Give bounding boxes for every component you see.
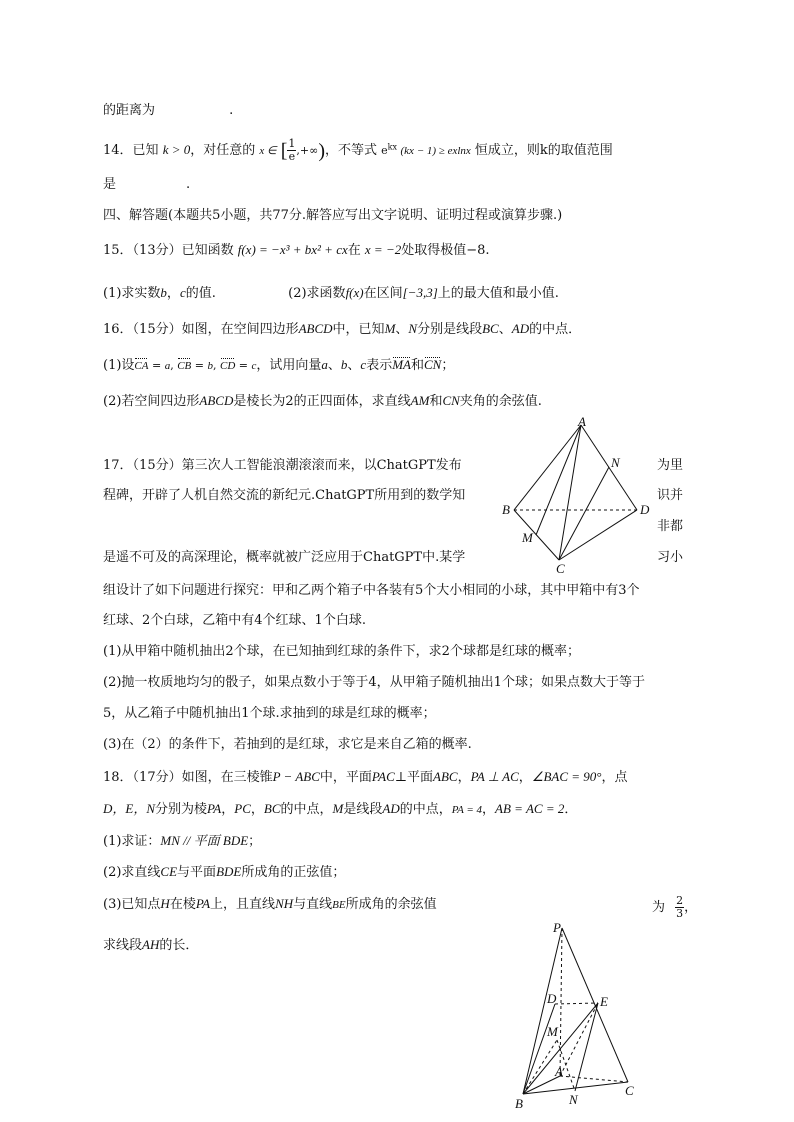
q14-frac-den: e	[288, 150, 296, 163]
q14-line2-text: 是	[103, 177, 117, 192]
q17-line4	[103, 549, 465, 567]
label-c: C	[625, 1083, 634, 1098]
q18-abc: ABC	[433, 769, 458, 784]
q14-tail: 恒成立，则k的取值范围	[474, 143, 613, 158]
q18-p3g: 求线段	[103, 938, 143, 953]
q18-ad: AD	[382, 801, 400, 816]
q17-part3: (3)在（2）的条件下，若抽到的是红球，求它是来自乙箱的概率.	[103, 737, 472, 752]
q16-vec-ca: CA	[134, 357, 148, 375]
q14-inequality	[381, 144, 471, 157]
q14-right-paren: )	[318, 140, 325, 162]
label-a: A	[578, 415, 586, 429]
q17-part1: (1)从甲箱中随机抽出2个球，在已知抽到红球的条件下，求2个球都是红球的概率；	[103, 644, 580, 659]
q16-bc: BC	[482, 321, 499, 336]
q16-n: N	[408, 321, 418, 336]
q15-c: c	[179, 285, 186, 300]
q18-l1a: 18．（17分）如图，在三棱锥	[103, 770, 273, 785]
q18-pc: PC	[234, 801, 251, 816]
segment-am	[536, 425, 581, 535]
q18-part1: (1)求证：MN // 平面 BDE；	[103, 833, 262, 849]
label-c: C	[556, 561, 565, 575]
q16-sep2: 、	[498, 322, 512, 337]
q18-pac: PAC	[371, 769, 395, 784]
q18-mn-parallel: MN // 平面 BDE	[160, 833, 249, 848]
q14-infinity: ,+∞	[296, 144, 319, 157]
q13-tail: 的距离为 .	[103, 103, 234, 118]
q15-part2-tail: 上的最大值和最小值.	[437, 286, 559, 301]
label-d: D	[640, 502, 650, 517]
q18-p3f: ，	[684, 900, 698, 915]
q16-vec-cd: CD	[220, 357, 235, 375]
q18-angle: ∠BAC = 90°	[531, 769, 602, 784]
q17-line1	[103, 457, 462, 475]
segment-ac-hidden	[560, 1076, 628, 1082]
edge-ab	[514, 425, 581, 510]
q14-frac-num: 1	[288, 137, 296, 150]
q18-bde: BDE	[216, 864, 242, 879]
q16-c: c	[251, 360, 257, 372]
q17-part2a: (2)抛一枚质地均匀的骰子，如果点数小于等于4，从甲箱子随机抽出1个球；如果点数大于等于	[103, 675, 645, 690]
q15-part1: (1)求实数	[103, 286, 161, 301]
label-p: P	[553, 920, 561, 935]
q16-part2	[103, 392, 542, 411]
q18-p2a: (2)求直线	[103, 865, 161, 880]
q18-nh: NH	[275, 896, 294, 911]
q18-m: M	[332, 801, 344, 816]
q16-and2: 和	[429, 394, 443, 409]
q17-part2b: 5，从乙箱子中随机抽出1个球.求抽到的球是红球的概率；	[103, 706, 436, 721]
q15-fx: f(x)	[345, 285, 364, 300]
q16-line1c: 分别是线段	[417, 322, 483, 337]
q18-p3a: (3)已知点	[103, 897, 161, 912]
q14-left-bracket: [	[280, 140, 288, 162]
q17-l2a: 程碑，开辟了人机自然交流的新纪元.ChatGPT所用到的数学知	[103, 488, 466, 503]
q14-line1	[103, 138, 613, 163]
label-b: B	[502, 502, 510, 517]
label-n: N	[611, 455, 620, 470]
q16-p2-mid: 是棱长为2的正四面体，求直线	[233, 394, 411, 409]
q14-x-in: x ∈	[259, 145, 277, 157]
q18-abac: AB = AC = 2	[495, 801, 565, 816]
label-n: N	[569, 1092, 578, 1107]
q18-frac-den: 3	[676, 907, 684, 920]
q18-p3e: 所成角的余弦值	[345, 897, 437, 912]
q18-l1b: 中，平面	[319, 770, 372, 785]
q16-p2-end: 夹角的余弦值.	[459, 394, 542, 409]
q16-p1-pre: (1)设	[103, 358, 135, 373]
q16-sep: 、	[395, 322, 409, 337]
q16-p2-pre: (2)若空间四边形	[103, 394, 200, 409]
q16-line1d: 的中点．	[529, 322, 582, 337]
q18-l2c: 是线段	[343, 802, 383, 817]
segment-de-hidden	[555, 1003, 598, 1004]
q16-vec-cb: CB	[177, 357, 191, 375]
q18-part3-right	[652, 895, 697, 920]
q14-prefix: 14．已知	[103, 143, 159, 158]
q18-pabc: P − ABC	[272, 769, 320, 784]
q14-exp-base: e	[381, 144, 388, 157]
q16-b2: b	[340, 357, 348, 372]
pyramid-figure	[505, 918, 655, 1113]
q18-l2b: 的中点，	[280, 802, 333, 817]
q18-p3b: 在棱	[169, 897, 196, 912]
q18-pa: PA	[207, 801, 222, 816]
q15-part1-tail: 的值.	[185, 286, 216, 301]
label-a: A	[555, 1064, 563, 1079]
q18-part3-line2	[103, 936, 198, 955]
q16-and: 和	[411, 358, 425, 373]
q18-h: H	[160, 896, 170, 911]
q14-condition: k > 0	[162, 142, 191, 157]
q18-frac-num: 2	[676, 894, 684, 907]
q15-part2-mid: 在区间	[363, 286, 403, 301]
q16-p1-end: ；	[441, 358, 455, 373]
q15-stem	[103, 241, 490, 260]
q17-line2	[103, 487, 465, 505]
q18-l2d: 的中点，	[399, 802, 452, 817]
q16-am: AM	[410, 393, 430, 408]
label-b: B	[515, 1096, 523, 1111]
q16-a2: a	[321, 357, 328, 372]
q15-mid: 在	[347, 243, 361, 258]
q16-a: a	[164, 360, 171, 372]
q16-cn: CN	[442, 393, 460, 408]
label-d: D	[547, 991, 557, 1006]
q18-ce: CE	[160, 864, 178, 879]
label-m: M	[547, 1024, 558, 1039]
q17-line1-right: 为里	[657, 458, 684, 473]
q18-perp-plane: ⊥平面	[394, 770, 434, 785]
label-e: E	[600, 994, 608, 1009]
segment-ae-hidden	[560, 1003, 598, 1076]
q18-pa4: PA = 4	[451, 804, 483, 816]
edge-pc	[562, 928, 628, 1082]
q18-bc: BC	[263, 801, 281, 816]
q15-parts	[103, 284, 559, 303]
q17-line4-right: 习小	[657, 550, 684, 565]
q18-l1c: ，点	[601, 770, 628, 785]
q16-line1: 16．（15分）如图，在空间四边形	[103, 322, 299, 337]
q14-ineq-rest: (kx − 1) ≥ exlnx	[400, 145, 471, 157]
q18-ah: AH	[142, 937, 160, 952]
q15-function: f(x) = −x³ + bx² + cx	[237, 242, 348, 257]
q18-p3d: 与直线	[293, 897, 333, 912]
q14-exp-sup: kx	[387, 142, 398, 152]
q18-line2: D，E，N分别为棱PA，PC，BC的中点，M是线段AD的中点，PA = 4，AB = AC = 2．	[103, 801, 578, 817]
q16-stem	[103, 320, 581, 339]
q18-part2	[103, 863, 345, 882]
q16-p1-mid: ，试用向量	[256, 358, 322, 373]
q13-tail-text: 的距离为	[103, 103, 156, 118]
q18-points: D，E，N	[103, 801, 156, 816]
q16-b: b	[207, 360, 213, 372]
q18-be: BE	[332, 899, 346, 911]
q16-abcd2: ABCD	[199, 393, 234, 408]
q17-line2-right: 识并	[657, 488, 684, 503]
q15-b: b	[160, 285, 167, 300]
q18-p3c: 上，且直线	[210, 897, 276, 912]
q18-fraction	[675, 895, 684, 920]
tetrahedron-figure	[500, 415, 660, 575]
q15-part2: (2)求函数	[288, 286, 346, 301]
q18-pa2: PA	[195, 896, 211, 911]
q18-p2b: 与平面	[177, 865, 217, 880]
edge-cd	[559, 510, 637, 560]
q18-p1a: (1)求证：	[103, 834, 161, 849]
q18-p2c: 所成角的正弦值；	[241, 865, 346, 880]
q18-line1: 18．（17分）如图，在三棱锥P − ABC中，平面PAC⊥平面ABC，PA ⊥ AC，∠BAC = 90°，点	[103, 769, 628, 785]
q17-line3-right: 非都	[657, 519, 684, 534]
q16-vec-cn: CN	[424, 357, 442, 372]
q16-vec-ma: MA	[392, 357, 411, 372]
q14-mid: ，对任意的	[190, 143, 256, 158]
q18-dot: ．	[564, 802, 578, 817]
q15-comma: ，	[166, 286, 180, 301]
q16-line1b: 中，已知	[332, 322, 385, 337]
q16-m: M	[384, 321, 396, 336]
q18-l2a: 分别为棱	[155, 802, 208, 817]
label-m: M	[522, 530, 533, 545]
q14-line2: 是 .	[103, 177, 191, 192]
q18-rel1: PA ⊥ AC	[470, 769, 519, 784]
section-4-heading: 四、解答题(本题共5小题，共77分.解答应写出文字说明、证明过程或演算步骤.)	[103, 208, 563, 223]
q17-line6: 红球、2个白球，乙箱中有4个红球、1个白球.	[103, 613, 366, 628]
q18-wei: 为	[652, 900, 666, 915]
q16-p1-mid2: 表示	[366, 358, 393, 373]
q18-p3h: 的长．	[159, 938, 199, 953]
q18-part3	[103, 895, 437, 914]
q17-line5: 组设计了如下问题进行探究：甲和乙两个箱子中各装有5个大小相同的小球，其中甲箱中有3个	[103, 583, 640, 598]
q17-l1a: 17．（15分）第三次人工智能浪潮滚滚而来，以ChatGPT发布	[103, 458, 462, 473]
q16-part1: (1)设CA = a, CB = b, CD = c，试用向量a、b、c表示MA和CN；	[103, 357, 455, 373]
q16-abcd: ABCD	[298, 321, 333, 336]
q15-tail: 处取得极值−8.	[401, 243, 490, 258]
q15-head: 15．（13分）已知函数	[103, 243, 234, 258]
q17-l4a: 是遥不可及的高深理论，概率就被广泛应用于ChatGPT中.某学	[103, 550, 466, 565]
q15-interval: [−3,3]	[402, 285, 438, 300]
q14-ineq-pre: ，不等式	[324, 143, 377, 158]
q16-c2: c	[360, 357, 367, 372]
q15-x-value: x = −2	[364, 242, 402, 257]
q16-ad: AD	[511, 321, 530, 336]
